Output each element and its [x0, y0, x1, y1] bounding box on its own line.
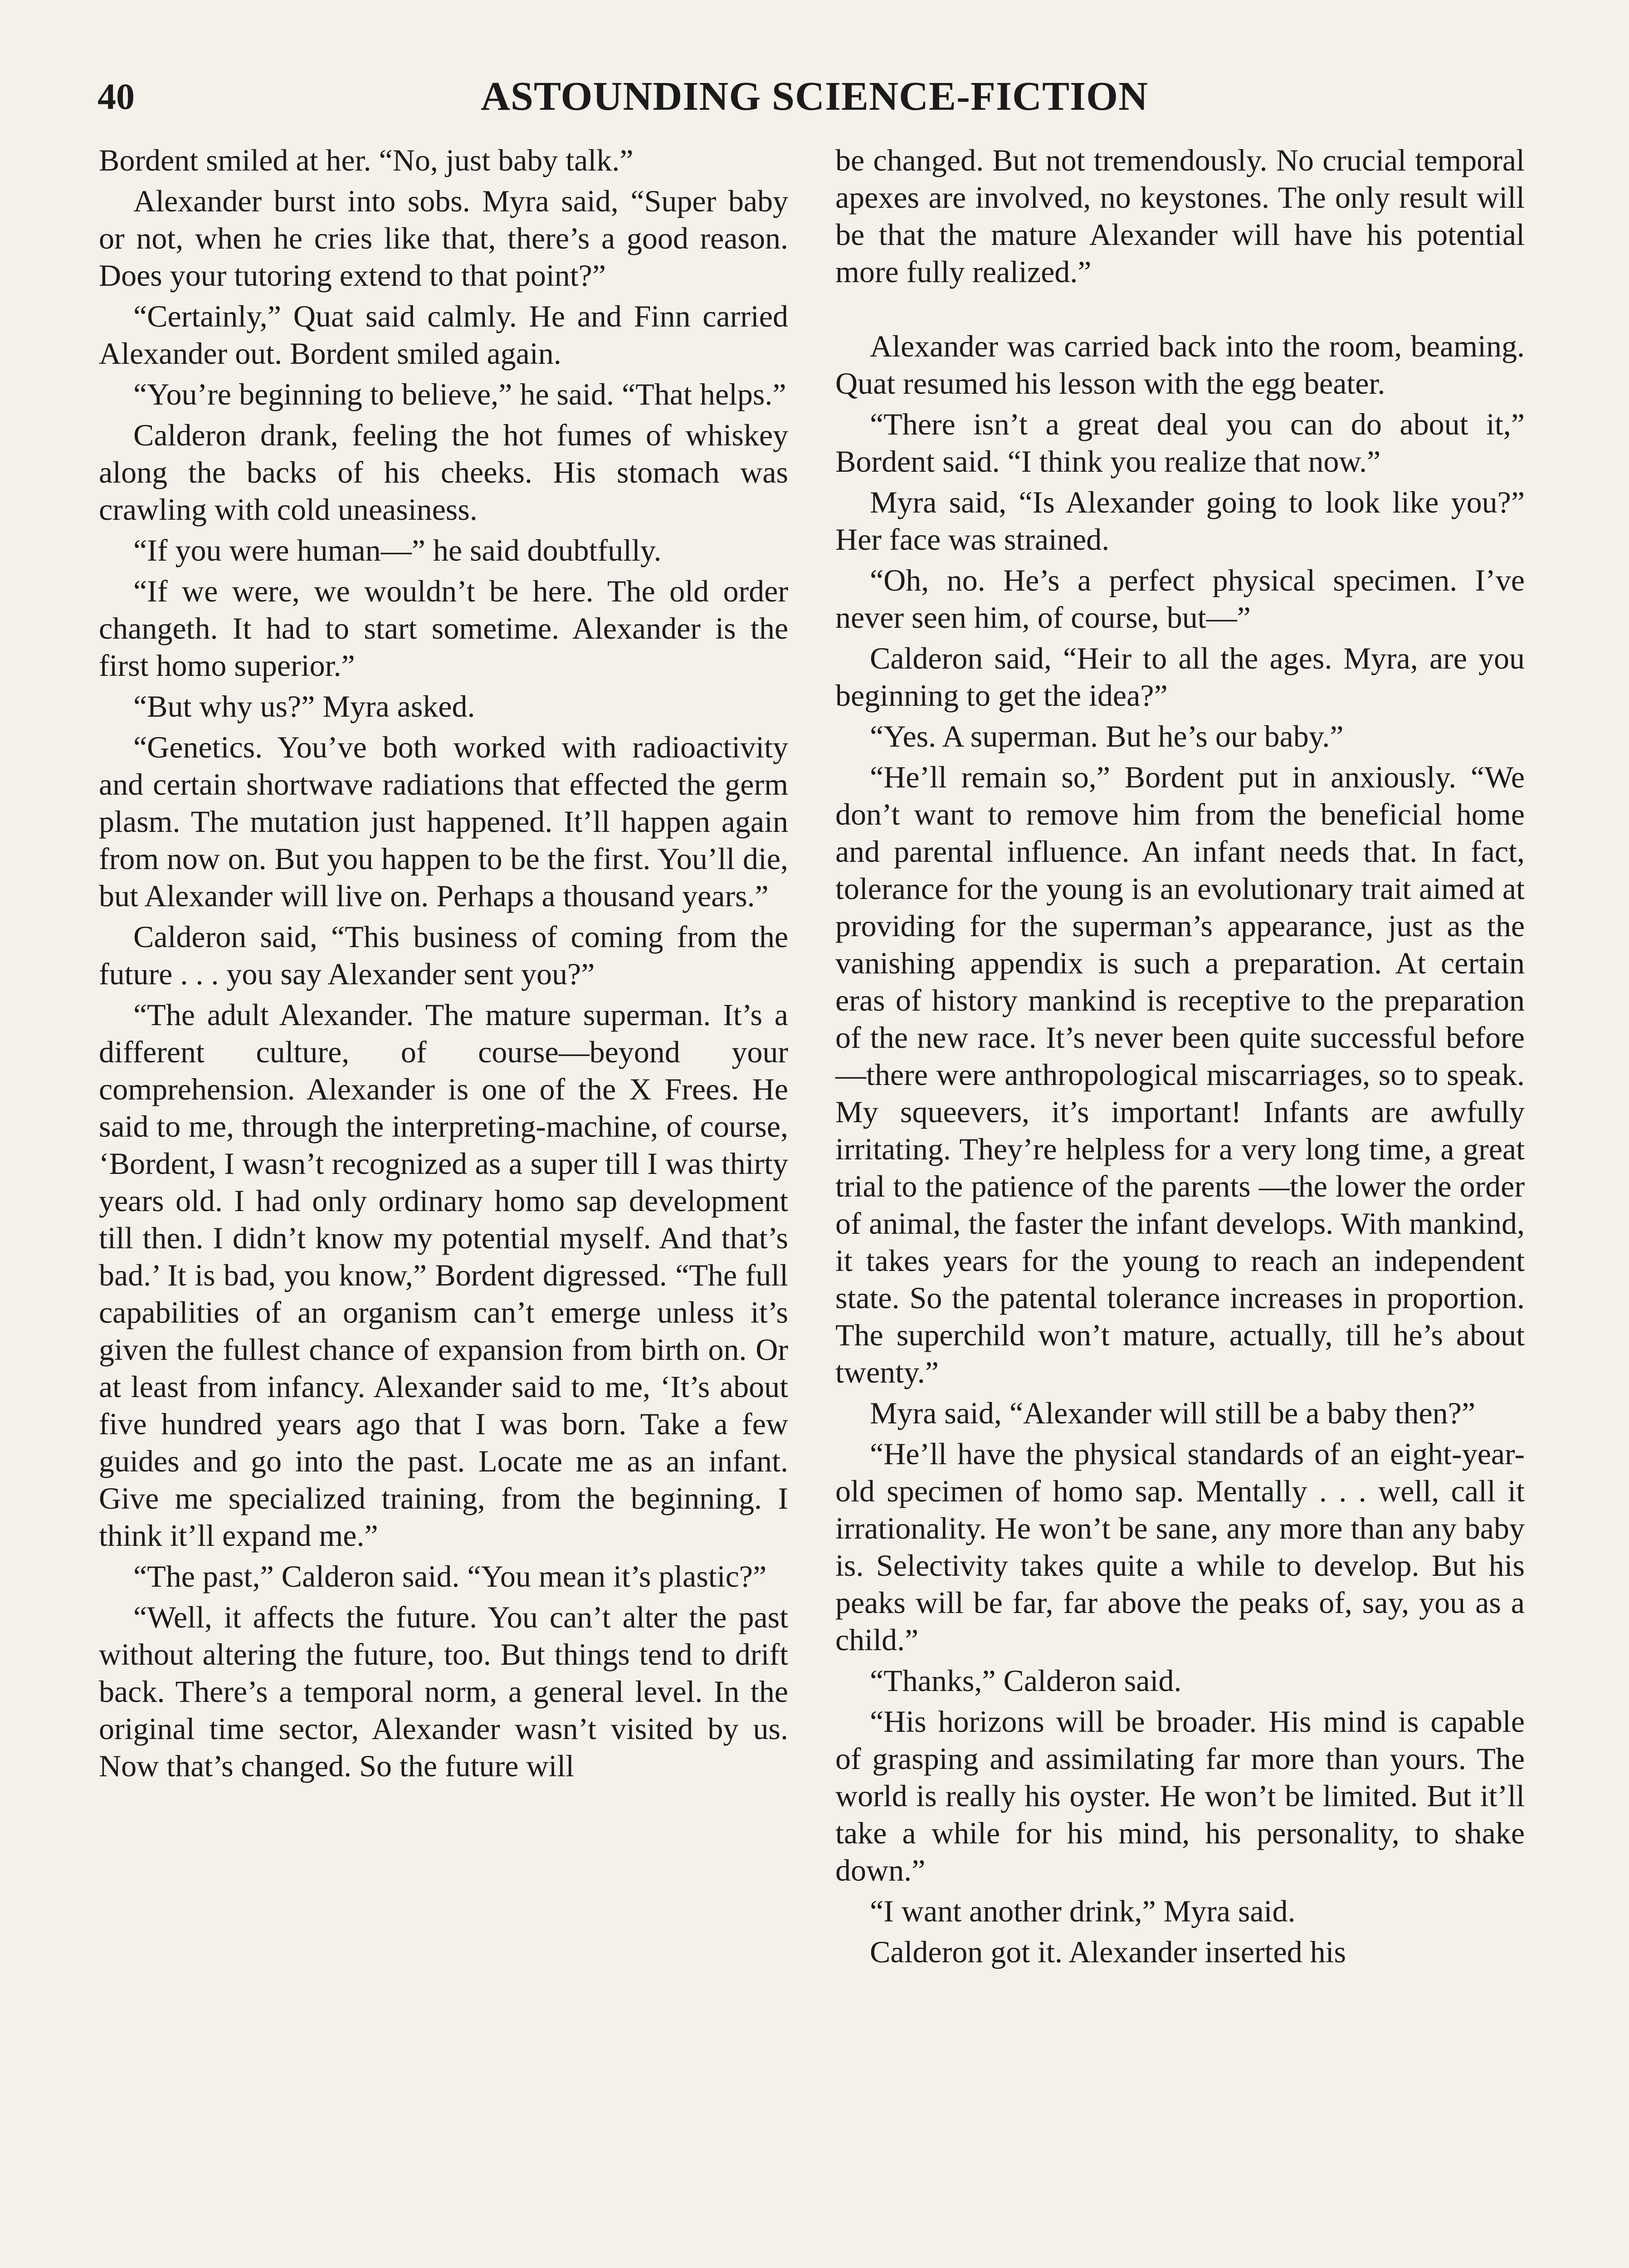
- right-column: [835, 142, 1525, 1974]
- paragraph: Calderon drank, feeling the hot fumes of whiskey along the backs of his cheeks. His stomach was crawling with cold uneasiness.: [99, 418, 788, 527]
- paragraph: “He’ll have the physical standards of an eight-year-old specimen of homo sap. Mentally . . . well, call it irrationality. He won’t be sane, any more than any baby is. Selectivity takes quite a while to develop. But his peaks will be far, far above the peaks of, say, you as a child.”: [835, 1437, 1525, 1657]
- paragraph: “There isn’t a great deal you can do about it,” Bordent said. “I think you realize that now.”: [835, 407, 1525, 479]
- paragraph: “But why us?” Myra asked.: [133, 689, 475, 723]
- paragraph: Myra said, “Alexander will still be a baby then?”: [870, 1396, 1475, 1430]
- paragraph: “I want another drink,” Myra said.: [870, 1894, 1296, 1928]
- paragraph: “His horizons will be broader. His mind is capable of grasping and assimilating far more than yours. The world is really his oyster. He won’t be limited. But it’ll take a while for his mind, his personality, to shake down.”: [835, 1704, 1525, 1887]
- left-column: [99, 142, 788, 1788]
- paragraph: Calderon got it. Alexander inserted his: [870, 1935, 1346, 1969]
- paragraph: Alexander burst into sobs. Myra said, “Super baby or not, when he cries like that, there’s a good reason. Does your tutoring extend to that point?”: [99, 184, 788, 293]
- paragraph: “Yes. A superman. But he’s our baby.”: [870, 719, 1344, 753]
- paragraph: “Well, it affects the future. You can’t alter the past without altering the future, too. But things tend to drift back. There’s a temporal norm, a general level. In the original time sector, Alexander wasn’t visited by us. Now that’s changed. So the future will: [99, 1600, 788, 1783]
- paragraph: Calderon said, “Heir to all the ages. Myra, are you beginning to get the idea?”: [835, 641, 1525, 713]
- paragraph: “If you were human—” he said doubtfully.: [133, 533, 662, 567]
- paragraph: Myra said, “Is Alexander going to look like you?” Her face was strained.: [835, 485, 1525, 557]
- paragraph: “Oh, no. He’s a perfect physical specimen. I’ve never seen him, of course, but—”: [835, 563, 1525, 635]
- paragraph: “If we were, we wouldn’t be here. The old order changeth. It had to start sometime. Alexander is the first homo superior.”: [99, 574, 788, 683]
- paragraph: “Certainly,” Quat said calmly. He and Finn carried Alexander out. Bordent smiled again.: [99, 299, 788, 371]
- page-number: 40: [98, 76, 135, 117]
- paragraph: Calderon said, “This business of coming from the future . . . you say Alexander sent you?”: [99, 919, 788, 991]
- paragraph: Bordent smiled at her. “No, just baby talk.”: [99, 143, 634, 177]
- paragraph: Alexander was carried back into the room, beaming. Quat resumed his lesson with the egg beater.: [835, 329, 1525, 401]
- paragraph: “The past,” Calderon said. “You mean it’s plastic?”: [133, 1559, 767, 1593]
- paragraph: “You’re beginning to believe,” he said. “That helps.”: [133, 377, 786, 411]
- running-head: ASTOUNDING SCIENCE-FICTION: [480, 74, 1149, 119]
- paragraph: “Genetics. You’ve both worked with radioactivity and certain shortwave radiations that effected the germ plasm. The mutation just happened. It’ll happen again from now on. But you happen to be the first. You’ll die, but Alexander will live on. Perhaps a thousand years.”: [99, 730, 788, 913]
- paragraph: “Thanks,” Calderon said.: [870, 1663, 1182, 1698]
- paragraph: “He’ll remain so,” Bordent put in anxiously. “We don’t want to remove him from the beneficial home and parental influence. An infant needs that. In fact, tolerance for the young is an evolutionary trait aimed at providing for the superman’s appearance, just as the vanishing appendix is such a preparation. At certain eras of history mankind is receptive to the preparation of the new race. It’s never been quite successful before—there were anthropological miscarriages, so to speak. My squeevers, it’s important! Infants are awfully irritating. They’re helpless for a very long time, a great trial to the patience of the parents —the lower the order of animal, the faster the infant develops. With mankind, it takes years for the young to reach an independent state. So the patental tolerance increases in proportion. The superchild won’t mature, actually, till he’s about twenty.”: [835, 760, 1525, 1389]
- paragraph-continued: be changed. But not tremendously. No crucial temporal apexes are involved, no keystones. The only result will be that the mature Alexander will have his potential more fully realized.”: [835, 143, 1525, 289]
- paragraph: “The adult Alexander. The mature superman. It’s a different culture, of course—beyond your comprehension. Alexander is one of the X Frees. He said to me, through the interpreting-machine, of course, ‘Bordent, I wasn’t recognized as a super till I was thirty years old. I had only ordinary homo sap development till then. I didn’t know my potential myself. And that’s bad.’ It is bad, you know,” Bordent digressed. “The full capabilities of an organism can’t emerge unless it’s given the fullest chance of expansion from birth on. Or at least from infancy. Alexander said to me, ‘It’s about five hundred years ago that I was born. Take a few guides and go into the past. Locate me as an infant. Give me specialized training, from the beginning. I think it’ll expand me.”: [99, 997, 788, 1553]
